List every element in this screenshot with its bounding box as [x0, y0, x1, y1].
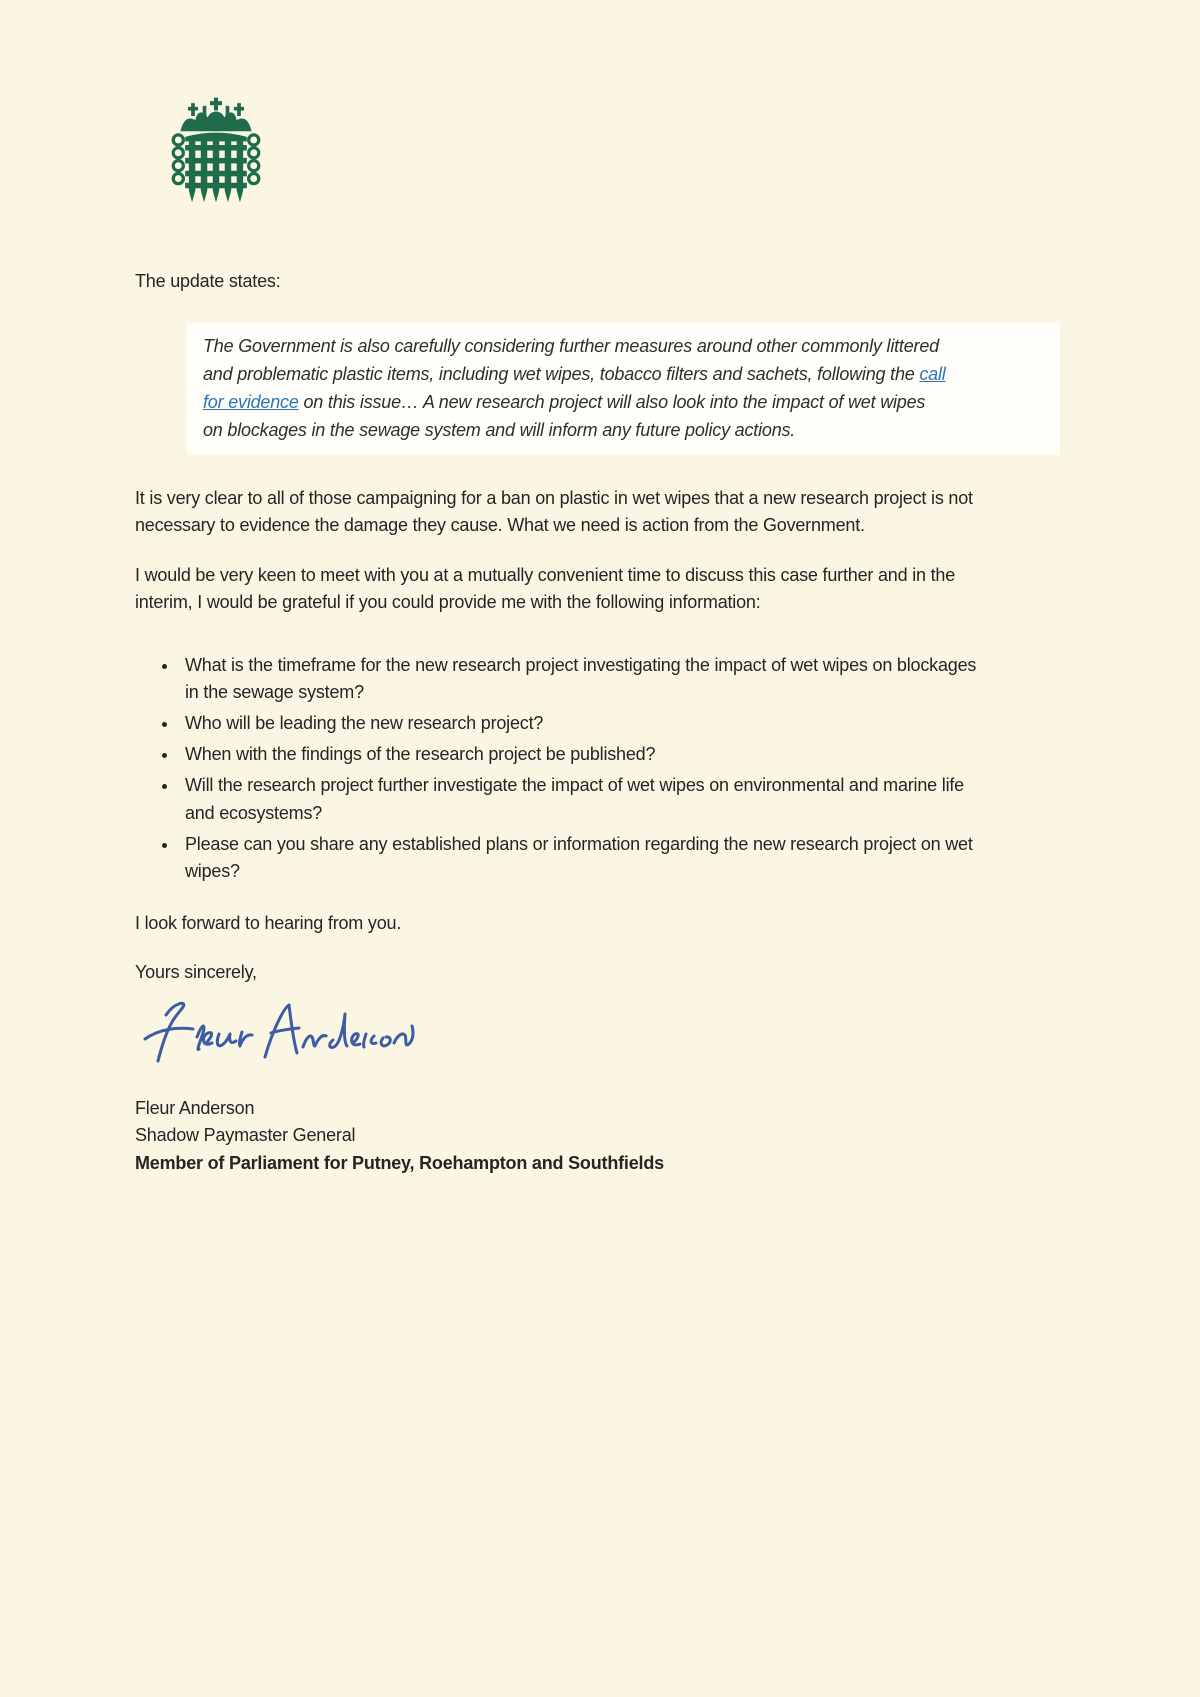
bullet-item: • Please can you share any established plans or information regarding the new research project on wet wipes? — [179, 831, 987, 886]
quoted-update-block — [187, 323, 1060, 455]
update-intro-line: The update states: — [135, 271, 281, 291]
letter-body — [135, 268, 987, 1177]
signer-constituency: Member of Parliament for Putney, Roehampton and Southfields — [135, 1152, 664, 1173]
signature-image — [135, 995, 987, 1081]
bullet-item: • What is the timeframe for the new research project investigating the impact of wet wipes on blockages in the sewage system? — [179, 652, 987, 707]
questions-bullet-list — [135, 652, 987, 886]
valediction-line: Yours sincerely, — [135, 962, 257, 982]
paragraph-campaigning: It is very clear to all of those campaigning for a ban on plastic in wet wipes that a new research project is not necessary to evidence the damage they cause. What we need is action from the Government. — [135, 487, 973, 535]
bullet-item: • Will the research project further investigate the impact of wet wipes on environmental and marine life and ecosystems? — [179, 772, 987, 827]
paragraph-meeting-request: I would be very keen to meet with you at a mutually convenient time to discuss this case further and in the interim, I would be grateful if you could provide me with the following information: — [135, 564, 956, 612]
bullet-item: • Who will be leading the new research project? — [179, 710, 987, 738]
signoff-block — [135, 1095, 987, 1178]
quote-text-before-link: The Government is also carefully considering further measures around other commonly littered and problematic plastic items, including wet wipes, tobacco filters and sachets, following the — [203, 335, 939, 384]
signer-name: Fleur Anderson — [135, 1097, 255, 1118]
call-for-evidence-link[interactable]: call for evidence — [203, 363, 946, 412]
parliament-portcullis-icon — [170, 96, 262, 206]
closing-line: I look forward to hearing from you. — [135, 912, 402, 933]
bullet-item: • When with the findings of the research project be published? — [179, 741, 987, 769]
signer-title: Shadow Paymaster General — [135, 1125, 356, 1145]
quote-text-after-link: on this issue… A new research project will also look into the impact of wet wipes on blockages in the sewage system and will inform any future policy actions. — [203, 391, 926, 440]
